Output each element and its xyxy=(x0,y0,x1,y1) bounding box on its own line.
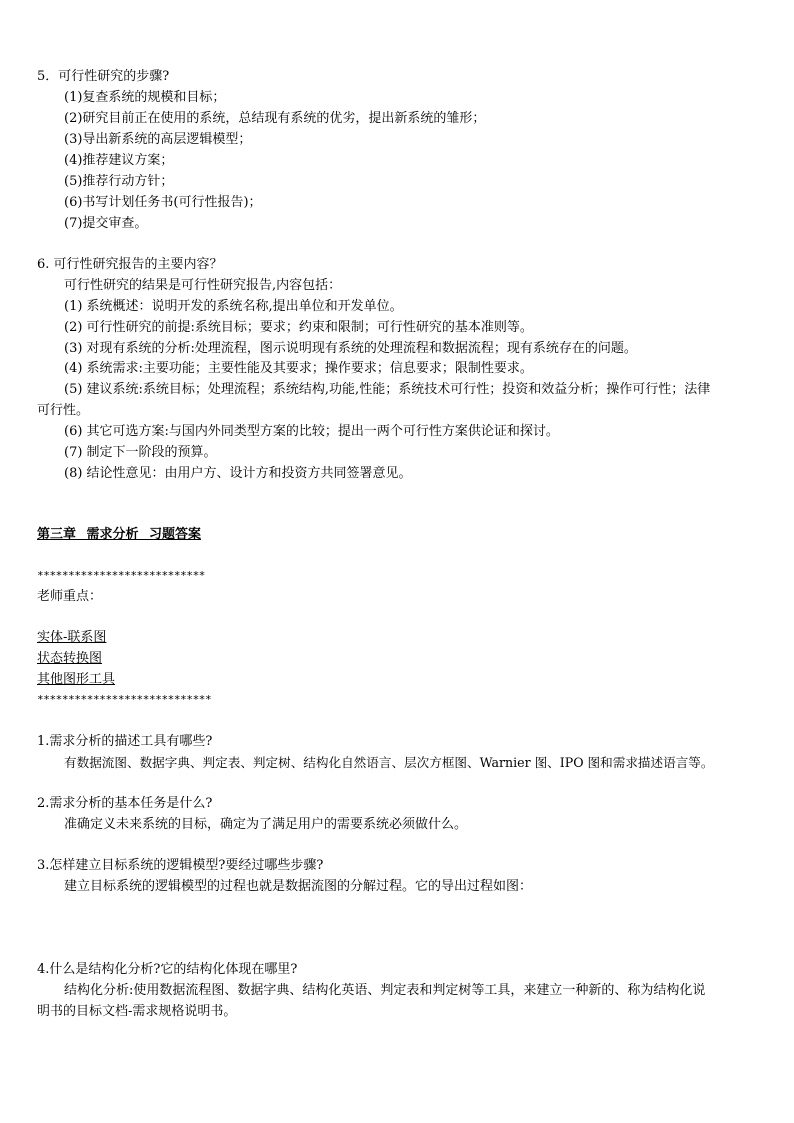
answer-text: 建立目标系统的逻辑模型的过程也就是数据流图的分解过程。它的导出过程如图： xyxy=(64,879,533,894)
section-6-item: (4) 系统需求:主要功能；主要性能及其要求；操作要求；信息要求；限制性要求。 xyxy=(64,361,533,376)
section-5-item: (4)推荐建议方案； xyxy=(64,153,174,168)
separator-stars-bottom: **************************** xyxy=(37,693,212,706)
section-6-item: (6) 其它可选方案:与国内外同类型方案的比较；提出一两个可行性方案供论证和探讨。 xyxy=(64,424,559,439)
link-state-transition-diagram[interactable]: 状态转换图 xyxy=(37,651,103,666)
answer-text-continuation: 明书的目标文档-需求规格说明书。 xyxy=(37,1004,237,1019)
section-6-item: (2) 可行性研究的前提:系统目标；要求；约束和限制；可行性研究的基本准则等。 xyxy=(64,320,533,335)
section-6-item: (8) 结论性意见：由用户方、设计方和投资方共同签署意见。 xyxy=(64,466,412,481)
answer-text: 结构化分析:使用数据流程图、数据字典、结构化英语、判定表和判定树等工具，来建立一种新的、称为结构化说 xyxy=(64,983,706,998)
section-6-item: (1) 系统概述：说明开发的系统名称,提出单位和开发单位。 xyxy=(64,299,403,314)
section-5-item: (2)研究目前正在使用的系统，总结现有系统的优劣，提出新系统的雏形； xyxy=(64,111,486,126)
question-heading: 1.需求分析的描述工具有哪些? xyxy=(37,734,213,749)
teacher-key-label: 老师重点： xyxy=(37,589,103,604)
section-5-item: (1)复查系统的规模和目标； xyxy=(64,90,226,105)
section-5-item: (5)推荐行动方针； xyxy=(64,174,174,189)
section-5-item: (6)书写计划任务书(可行性报告)； xyxy=(64,195,262,210)
separator-stars-top: *************************** xyxy=(37,569,206,582)
section-6-intro: 可行性研究的结果是可行性研究报告,内容包括： xyxy=(64,278,342,293)
section-6-item: (7) 制定下一阶段的预算。 xyxy=(64,445,217,460)
section-5-heading: 5．可行性研究的步骤? xyxy=(37,69,170,84)
question-heading: 2.需求分析的基本任务是什么? xyxy=(37,796,213,811)
link-entity-relationship-diagram[interactable]: 实体-联系图 xyxy=(37,630,107,645)
link-other-diagram-tools[interactable]: 其他图形工具 xyxy=(37,672,116,687)
section-6-item-continuation: 可行性。 xyxy=(37,403,90,418)
question-heading: 4.什么是结构化分析?它的结构化体现在哪里? xyxy=(37,962,298,977)
section-6-item: (5) 建议系统:系统目标；处理流程；系统结构,功能,性能；系统技术可行性；投资和效益分析；操作可行性；法律 xyxy=(64,382,711,397)
answer-text: 准确定义未来系统的目标，确定为了满足用户的需要系统必须做什么。 xyxy=(64,817,468,832)
section-5-item: (7)提交审查。 xyxy=(64,216,148,231)
section-6-item: (3) 对现有系统的分析:处理流程，图示说明现有系统的处理流程和数据流程；现有系统存在的问题。 xyxy=(64,341,637,356)
section-6-heading: 6. 可行性研究报告的主要内容？ xyxy=(37,257,223,272)
chapter-title: 第三章 需求分析 习题答案 xyxy=(37,527,202,542)
section-5-item: (3)导出新系统的高层逻辑模型； xyxy=(64,132,252,147)
answer-text: 有数据流图、数据字典、判定表、判定树、结构化自然语言、层次方框图、Warnier 图、IPO 图和需求描述语言等。 xyxy=(64,755,714,770)
question-heading: 3.怎样建立目标系统的逻辑模型?要经过哪些步骤? xyxy=(37,858,324,873)
